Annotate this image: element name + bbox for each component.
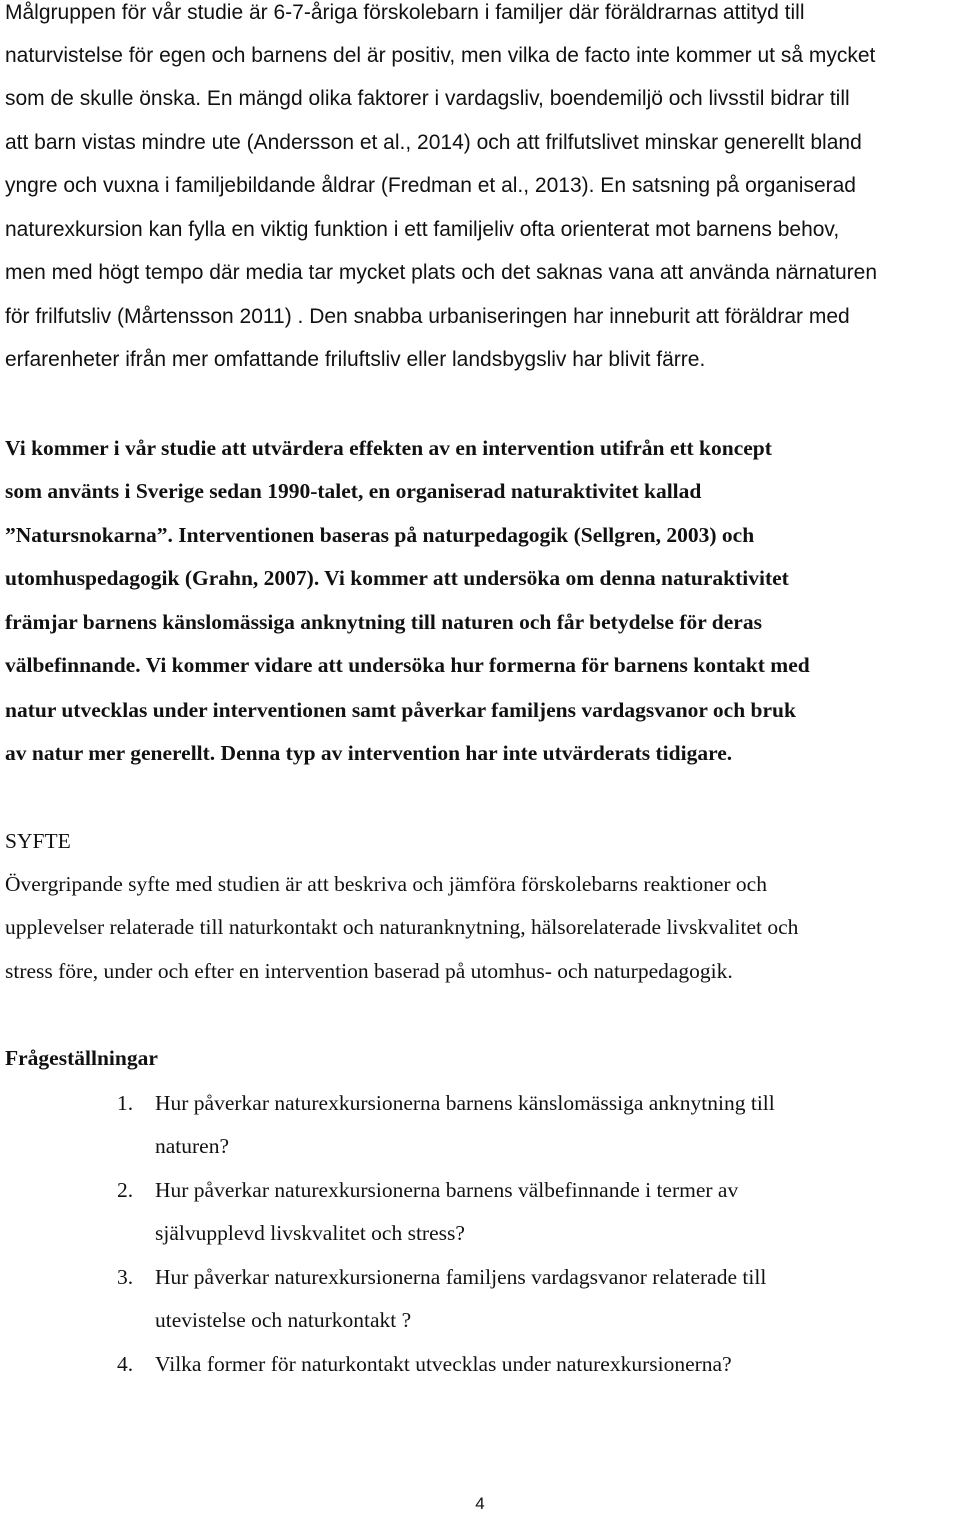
text-line: upplevelser relaterade till naturkontakt och naturanknytning, hälsorelaterade livskvalitet och [5,915,799,939]
text-line: naturexkursion kan fylla en viktig funktion i ett familjeliv ofta orienterat mot barnens behov, [5,218,840,241]
list-text-line: Vilka former för naturkontakt utvecklas under naturexkursionerna? [155,1352,732,1376]
text-line: erfarenheter ifrån mer omfattande friluftsliv eller landsbygsliv har blivit färre. [5,348,706,371]
text-line: men med högt tempo där media tar mycket plats och det saknas vana att använda närnaturen [5,261,878,284]
text-line: utomhuspedagogik (Grahn, 2007). Vi kommer att undersöka om denna naturaktivitet [5,566,789,590]
list-text-line: naturen? [155,1134,230,1158]
list-text-line: självupplevd livskvalitet och stress? [155,1221,465,1245]
list-text-line: Hur påverkar naturexkursionerna barnens känslomässiga anknytning till [155,1091,775,1115]
text-line: Målgruppen för vår studie är 6-7-åriga förskolebarn i familjer där föräldrarnas attityd till [5,1,805,24]
text-line: Övergripande syfte med studien är att beskriva och jämföra förskolebarns reaktioner och [5,872,767,896]
list-number: 1. [117,1091,134,1115]
text-line: av natur mer generellt. Denna typ av intervention har inte utvärderats tidigare. [5,741,733,765]
page-number: 4 [475,1494,485,1513]
text-line: främjar barnens känslomässiga anknytning till naturen och får betydelse för deras [5,610,762,634]
section-heading: Frågeställningar [5,1046,158,1070]
list-text-line: utevistelse och naturkontakt ? [155,1308,412,1332]
list-number: 4. [117,1352,134,1376]
text-line: natur utvecklas under interventionen samt påverkar familjens vardagsvanor och bruk [5,698,796,722]
text-line: naturvistelse för egen och barnens del är positiv, men vilka de facto inte kommer ut så mycket [5,44,876,67]
text-line: Vi kommer i vår studie att utvärdera effekten av en intervention utifrån ett koncept [5,436,772,460]
text-line: som de skulle önska. En mängd olika faktorer i vardagsliv, boendemiljö och livsstil bidrar till [5,87,850,110]
section-heading: SYFTE [5,829,71,853]
text-line: stress före, under och efter en intervention baserad på utomhus- och naturpedagogik. [5,959,733,983]
text-line: ”Natursnokarna”. Interventionen baseras på naturpedagogik (Sellgren, 2003) och [5,523,755,547]
text-line: välbefinnande. Vi kommer vidare att undersöka hur formerna för barnens kontakt med [5,653,810,677]
text-line: för frilfutsliv (Mårtensson 2011) . Den snabba urbaniseringen har inneburit att föräldrar med [5,305,850,328]
list-number: 2. [117,1178,134,1202]
list-number: 3. [117,1265,134,1289]
text-line: yngre och vuxna i familjebildande åldrar (Fredman et al., 2013). En satsning på organiserad [5,174,856,197]
text-line: att barn vistas mindre ute (Andersson et al., 2014) och att frilfutslivet minskar generellt bland [5,131,862,154]
list-text-line: Hur påverkar naturexkursionerna familjens vardagsvanor relaterade till [155,1265,767,1289]
list-text-line: Hur påverkar naturexkursionerna barnens välbefinnande i termer av [155,1178,739,1202]
text-line: som använts i Sverige sedan 1990-talet, en organiserad naturaktivitet kallad [5,479,702,503]
